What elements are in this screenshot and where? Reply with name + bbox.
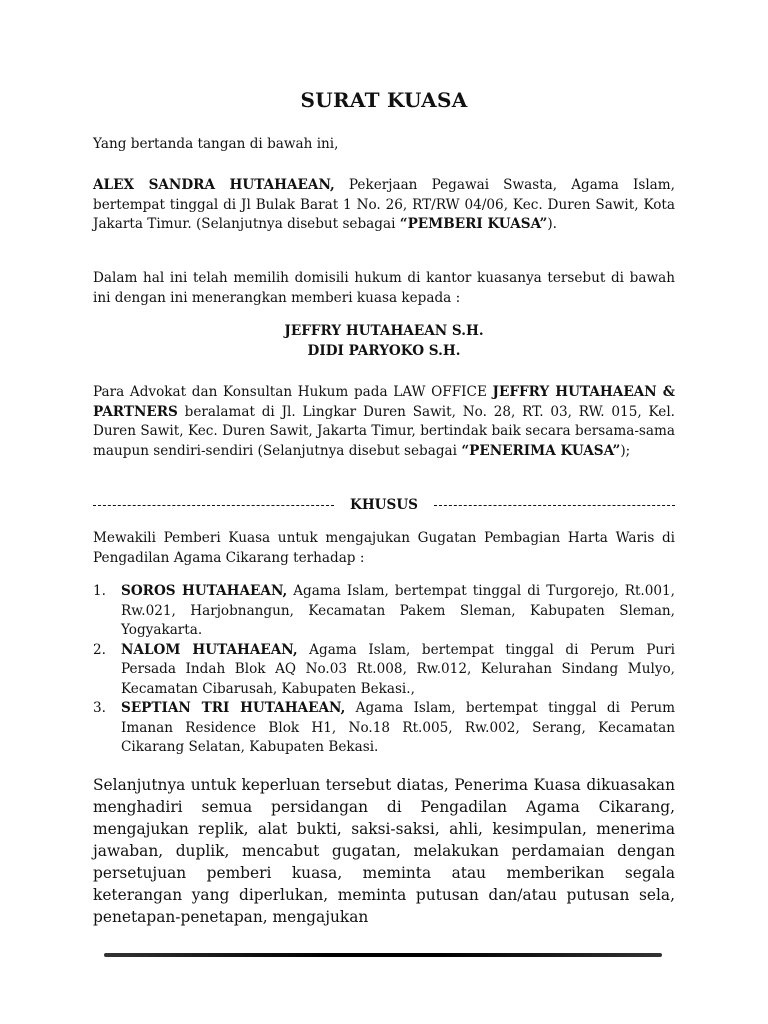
list-item-number: 2. [93, 641, 106, 658]
defendant-details: Agama Islam, bertempat tinggal di Perum Puri Persada Indah Blok AQ No.03 Rt.008, Rw.012, Kelurahan Sindang Mulyo, Kecamatan Cibarusah, Kabupaten Bekasi., [121, 641, 676, 697]
document-title: SURAT KUASA [300, 88, 468, 112]
divider-label: KHUSUS [350, 497, 419, 513]
defendant-details: Agama Islam, bertempat tinggal di Perum Imanan Residence Blok H1, No.18 Rt.005, Rw.002, Serang, Kecamatan Cikarang Selatan, Kabupaten Bekasi. [121, 700, 675, 755]
divider-dash-right [434, 505, 675, 506]
defendant-details: Agama Islam, bertempat tinggal di Turgorejo, Rt.001, Rw.021, Harjobnangun, Kecamatan Pakem Sleman, Kabupaten Sleman, Yogyakarta. [121, 583, 675, 638]
attorney-name: DIDI PARYOKO S.H. [307, 342, 461, 359]
page-bottom-rule [104, 953, 662, 957]
list-item-number: 3. [93, 700, 106, 716]
list-item [93, 582, 675, 641]
domicile-paragraph: Dalam hal ini telah memilih domisili hukum di kantor kuasanya tersebut di bawah ini dengan ini menerangkan memberi kuasa kepada : [93, 270, 675, 306]
defendant-name: NALOM HUTAHAEAN, [121, 641, 298, 658]
grantor-name: ALEX SANDRA HUTAHAEAN, [93, 177, 335, 193]
grantor-role: “PEMBERI KUASA” [399, 216, 548, 232]
firm-details: beralamat di Jl. Lingkar Duren Sawit, No. 28, RT. 03, RW. 015, Kel. Duren Sawit, Kec. Duren Sawit, Jakarta Timur, bertindak baik secara bersama-sama maupun sendiri-sendiri (Selanjutnya disebut sebagai [93, 403, 675, 459]
firm-name: JEFFRY HUTAHAEAN & PARTNERS [93, 384, 675, 420]
attorney-list [93, 322, 675, 361]
section-divider [93, 496, 675, 515]
firm-tail: ); [620, 442, 631, 459]
attorney-name: JEFFRY HUTAHAEAN S.H. [284, 323, 484, 339]
divider-dash-left [93, 505, 334, 506]
defendant-list [93, 582, 675, 758]
grantor-paragraph [93, 176, 675, 235]
firm-paragraph [93, 383, 675, 461]
firm-pre: Para Advokat dan Konsultan Hukum pada LAW OFFICE [93, 384, 493, 400]
list-item-number: 1. [93, 583, 106, 599]
list-item [93, 641, 675, 700]
grantor-details: Pekerjaan Pegawai Swasta, Agama Islam, bertempat tinggal di Jl Bulak Barat 1 No. 26, RT/RW 04/06, Kec. Duren Sawit, Kota Jakarta Timur. (Selanjutnya disebut sebagai [93, 177, 675, 232]
intro-paragraph: Yang bertanda tangan di bawah ini, [93, 136, 339, 152]
defendant-name: SOROS HUTAHAEAN, [121, 583, 288, 599]
grantor-tail: ). [547, 216, 557, 232]
defendant-name: SEPTIAN TRI HUTAHAEAN, [121, 700, 346, 716]
list-item [93, 699, 675, 758]
mandate-paragraph: Mewakili Pemberi Kuasa untuk mengajukan Gugatan Pembagian Harta Waris di Pengadilan Agama Cikarang terhadap : [93, 530, 675, 566]
closing-paragraph: Selanjutnya untuk keperluan tersebut diatas, Penerima Kuasa dikuasakan menghadiri semua persidangan di Pengadilan Agama Cikarang, mengajukan replik, alat bukti, saksi-saksi, ahli, kesimpulan, menerima jawaban, duplik, mencabut gugatan, melakukan perdamaian dengan persetujuan pemberi kuasa, meminta atau memberikan segala keterangan yang diperlukan, meminta putusan dan/atau putusan sela, penetapan-penetapan, mengajukan [93, 776, 675, 926]
firm-role: “PENERIMA KUASA” [461, 442, 621, 459]
